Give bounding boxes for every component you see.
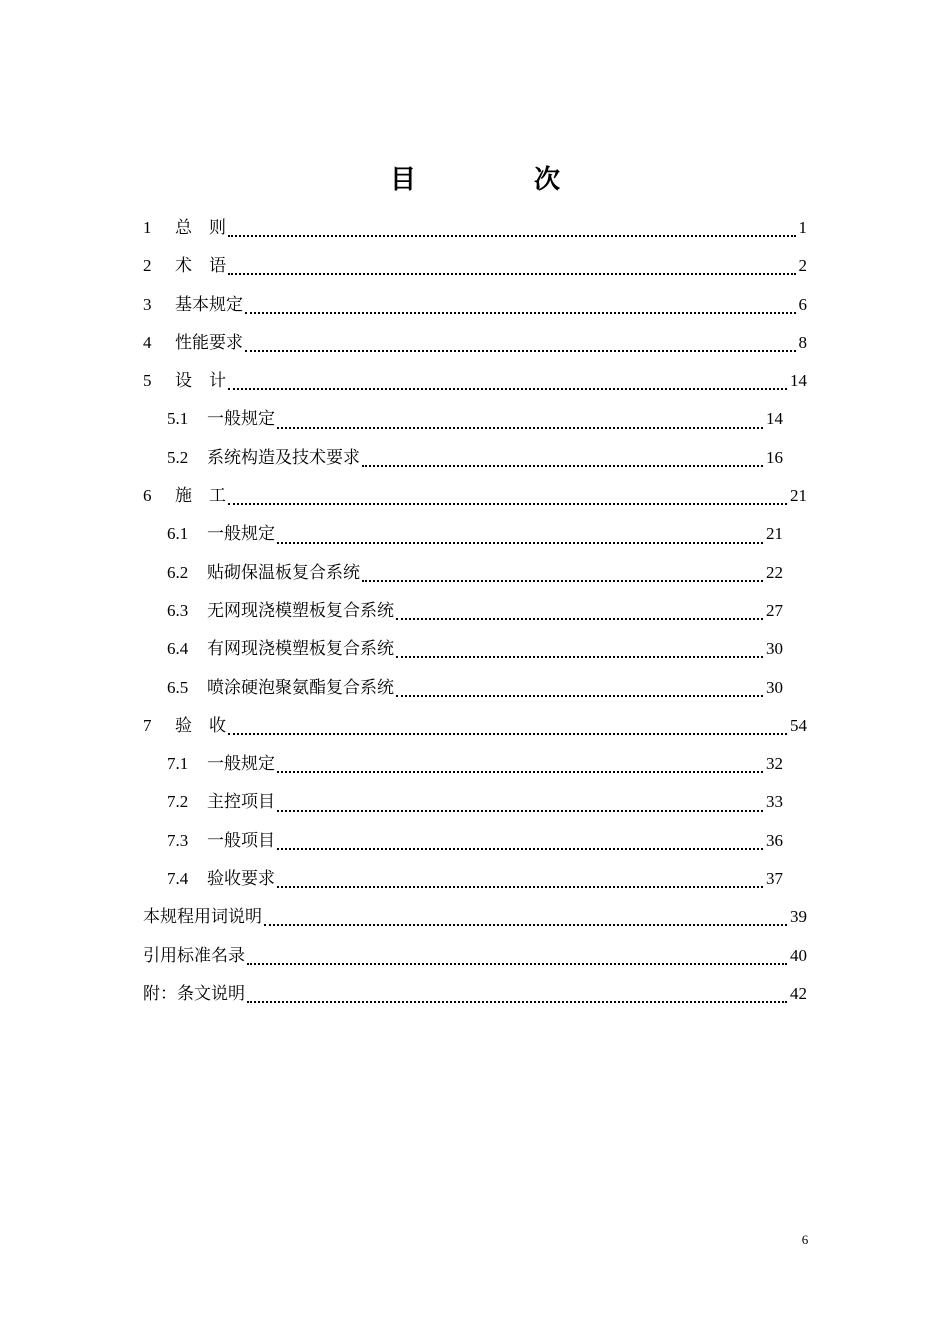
toc-entry-page: 16: [766, 447, 783, 467]
toc-entry-number: 6.3: [167, 600, 189, 620]
toc-entry[interactable]: [143, 515, 807, 553]
toc-entry-label: 系统构造及技术要求: [207, 447, 360, 468]
toc-entry-page: 30: [766, 639, 783, 659]
toc-dot-leader: [247, 963, 787, 965]
toc-dot-leader: [396, 618, 763, 620]
toc-entry-number: 7.1: [167, 754, 189, 774]
toc-dot-leader: [277, 542, 763, 544]
toc-entry-number: 7: [143, 715, 152, 735]
toc-entry-page: 37: [766, 869, 783, 889]
toc-entry[interactable]: [143, 783, 807, 821]
toc-entry-label: 附：条文说明: [143, 983, 245, 1004]
toc-dot-leader: [245, 312, 796, 314]
toc-entry-label: 一般规定: [207, 754, 275, 775]
toc-entry[interactable]: [143, 362, 807, 400]
toc-entry[interactable]: [143, 209, 807, 247]
toc-entry-label: 验收要求: [207, 869, 275, 890]
toc-entry-label: 基本规定: [175, 294, 243, 315]
toc-dot-leader: [362, 580, 763, 582]
toc-dot-leader: [264, 924, 787, 926]
toc-entry-label: 验 收: [175, 715, 226, 736]
toc-entry-label: 施 工: [175, 486, 226, 507]
toc-entry-number: 5.2: [167, 447, 189, 467]
toc-entry-label: 设 计: [175, 371, 226, 392]
toc-entry-label: 主控项目: [207, 792, 275, 813]
toc-entry[interactable]: [143, 247, 807, 285]
toc-entry-page: 22: [766, 562, 783, 582]
toc-entry-page: 39: [790, 907, 807, 927]
table-of-contents: [143, 209, 807, 1013]
toc-entry-number: 2: [143, 256, 152, 276]
toc-entry-number: 6.1: [167, 524, 189, 544]
toc-entry-number: 3: [143, 294, 152, 314]
toc-entry-page: 30: [766, 677, 783, 697]
toc-entry-label: 一般规定: [207, 409, 275, 430]
toc-entry-label: 性能要求: [175, 332, 243, 353]
toc-dot-leader: [396, 695, 763, 697]
toc-entry-page: 27: [766, 600, 783, 620]
toc-entry-page: 21: [766, 524, 783, 544]
toc-entry-number: 6.2: [167, 562, 189, 582]
toc-entry[interactable]: [143, 975, 807, 1013]
toc-entry-label: 术 语: [175, 256, 226, 277]
toc-entry[interactable]: [143, 669, 807, 707]
toc-entry-label: 贴砌保温板复合系统: [207, 562, 360, 583]
toc-entry-label: 一般项目: [207, 830, 275, 851]
toc-entry-label: 有网现浇模塑板复合系统: [207, 639, 394, 660]
toc-dot-leader: [277, 886, 763, 888]
toc-entry-number: 7.4: [167, 869, 189, 889]
toc-entry[interactable]: [143, 822, 807, 860]
toc-dot-leader: [277, 848, 763, 850]
toc-entry-page: 6: [798, 294, 807, 314]
toc-entry-label: 引用标准名录: [143, 945, 245, 966]
toc-dot-leader: [277, 427, 763, 429]
toc-dot-leader: [228, 388, 787, 390]
toc-entry-page: 40: [790, 945, 807, 965]
toc-entry-page: 2: [798, 256, 807, 276]
toc-dot-leader: [277, 810, 763, 812]
toc-entry-page: 54: [790, 715, 807, 735]
toc-entry[interactable]: [143, 286, 807, 324]
toc-dot-leader: [362, 465, 763, 467]
toc-entry[interactable]: [143, 707, 807, 745]
toc-entry-label: 总 则: [175, 218, 226, 238]
toc-entry-page: 33: [766, 792, 783, 812]
toc-entry[interactable]: [143, 554, 807, 592]
page-number: 6: [801, 1232, 809, 1247]
toc-dot-leader: [228, 235, 796, 237]
toc-dot-leader: [247, 1001, 787, 1003]
toc-entry[interactable]: [143, 937, 807, 975]
toc-entry-number: 5.1: [167, 409, 189, 429]
toc-entry-label: 喷涂硬泡聚氨酯复合系统: [207, 677, 394, 698]
toc-entry-number: 1: [143, 218, 152, 237]
toc-entry-number: 7.3: [167, 830, 189, 850]
toc-entry[interactable]: [143, 324, 807, 362]
toc-dot-leader: [277, 771, 763, 773]
toc-entry-page: 36: [766, 830, 783, 850]
toc-entry-label: 无网现浇模塑板复合系统: [207, 600, 394, 621]
toc-entry-page: 14: [790, 371, 807, 391]
toc-entry-page: 42: [790, 983, 807, 1003]
toc-entry-number: 6.5: [167, 677, 189, 697]
toc-entry[interactable]: [143, 745, 807, 783]
toc-entry[interactable]: [143, 898, 807, 936]
toc-entry[interactable]: [143, 630, 807, 668]
toc-entry-page: 21: [790, 486, 807, 506]
toc-entry[interactable]: [143, 860, 807, 898]
toc-entry-number: 6: [143, 486, 152, 506]
toc-entry-number: 4: [143, 332, 152, 352]
toc-entry-page: 14: [766, 409, 783, 429]
toc-entry[interactable]: [143, 400, 807, 438]
toc-dot-leader: [245, 350, 796, 352]
toc-entry-page: 1: [798, 218, 807, 237]
toc-entry[interactable]: [143, 439, 807, 477]
toc-entry[interactable]: [143, 477, 807, 515]
toc-dot-leader: [228, 503, 787, 505]
toc-dot-leader: [228, 273, 796, 275]
toc-entry-page: 8: [798, 332, 807, 352]
toc-entry-page: 32: [766, 754, 783, 774]
toc-entry-number: 6.4: [167, 639, 189, 659]
toc-entry[interactable]: [143, 592, 807, 630]
toc-entry-number: 5: [143, 371, 152, 391]
toc-entry-label: 本规程用词说明: [143, 907, 262, 928]
toc-dot-leader: [228, 733, 787, 735]
toc-dot-leader: [396, 656, 763, 658]
toc-entry-label: 一般规定: [207, 524, 275, 545]
toc-entry-number: 7.2: [167, 792, 189, 812]
page-title: 目 次: [389, 165, 606, 195]
